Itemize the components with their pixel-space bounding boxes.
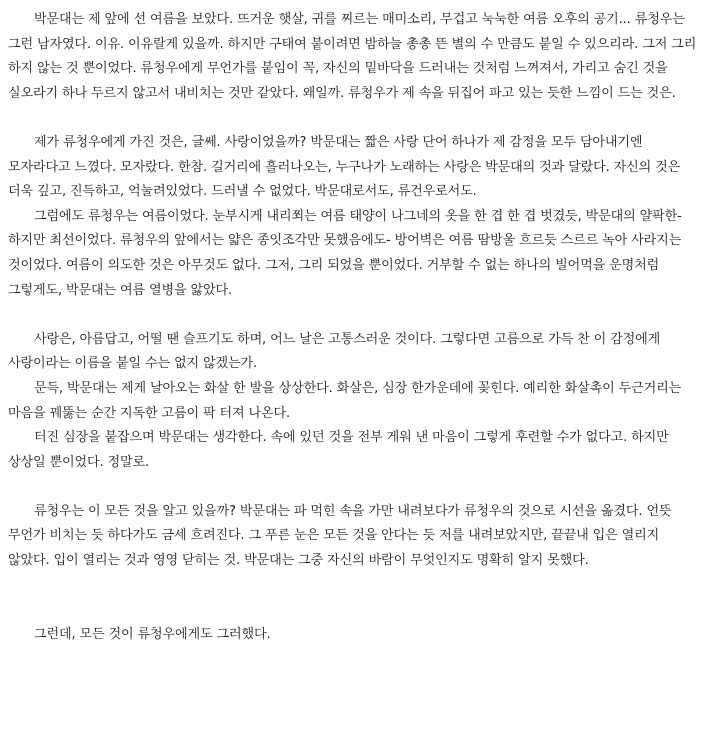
blank-line — [8, 303, 698, 328]
paragraph-7: 류청우는 이 모든 것을 알고 있을까? 박문대는 파 먹힌 속을 가만 내려보다가 류청우의 것으로 시선을 옮겼다. 언뜻 무언가 비치는 듯 하다가도 금세 흐려진다. 그 푸른 눈은 모든 것을 안다는 듯 저를 내려보았지만, 끝끝내 입은 열리지 않았다. 입이 열리는 것과 영영 닫히는 것. 박문대는 그중 자신의 바람이 무엇인지도 명확히 알지 못했다. — [8, 503, 672, 569]
paragraph-4: 사랑은, 아름답고, 어떨 땐 슬프기도 하며, 어느 날은 고통스러운 것이다. 그렇다면 고름으로 가득 찬 이 감정에게 사랑이라는 이름을 붙일 수는 없지 않겠는가. — [8, 331, 661, 372]
paragraph-2: 제가 류청우에게 가진 것은, 글쎄. 사랑이었을까? 박문대는 짧은 사랑 단어 하나가 제 감정을 모두 담아내기엔 모자라다고 느꼈다. 모자랐다. 한참. 길거리에 흘러나오는, 누구나가 노래하는 사랑은 박문대의 것과 달랐다. 자신의 것은 더욱 깊고, 진득하고, 억눌려있었다. 드러낼 수 없었다. 박문대로서도, 류건우로서도. — [8, 134, 681, 200]
paragraph-1: 박문대는 제 앞에 선 여름을 보았다. 뜨거운 햇살, 귀를 찌르는 매미소리, 무겁고 눅눅한 여름 오후의 공기... 류청우는 그런 남자였다. 이유. 이유랄게 있을까. 하지만 구태여 붙이려면 밤하늘 총총 뜬 별의 수 만큼도 붙일 수 있으리라. 그저 그리 하지 않는 것 뿐이었다. 류청우에게 무언가를 붙임이 꼭, 자신의 밑바닥을 드러내는 것처럼 느껴져서, 가리고 숨긴 것을 실오라기 하나 두르지 않고서 내비치는 것만 같았다. 왜일까. 류청우가 제 속을 뒤집어 파고 있는 듯한 느낌이 드는 것은. — [8, 12, 697, 101]
blank-lines — [8, 574, 698, 623]
paragraph-8: 그런데, 모든 것이 류청우에게도 그러했다. — [34, 626, 271, 642]
blank-line — [8, 106, 698, 131]
document-body — [8, 8, 698, 647]
paragraph-6: 터진 심장을 붙잡으며 박문대는 생각한다. 속에 있던 것을 전부 게워 낸 마음이 그렇게 후련할 수가 없다고. 하지만 상상일 뿐이었다. 정말로. — [8, 430, 669, 470]
paragraph-5: 문득, 박문대는 제게 날아오는 화살 한 발을 상상한다. 화살은, 심장 한가운데에 꽂힌다. 예리한 화살촉이 두근거리는 마음을 꿰뚫는 순간 지독한 고름이 팍 터져 나온다. — [8, 380, 682, 421]
blank-line — [8, 475, 698, 500]
paragraph-3: 그럼에도 류청우는 여름이었다. 눈부시게 내리쬐는 여름 태양이 나그네의 옷을 한 겹 한 겹 벗겼듯, 박문대의 얄팍한-하지만 최선이었다. 류청우의 앞에서는 얇은 종잇조각만 못했음에도- 방어벽은 여름 땀방울 흐르듯 스르르 녹아 사라지는 것이었다. 여름이 의도한 것은 아무것도 없다. 그저, 그리 되었을 뿐이었다. 거부할 수 없는 하나의 빌어먹을 운명처럼 그렇게도, 박문대는 여름 열병을 앓았다. — [8, 208, 682, 298]
